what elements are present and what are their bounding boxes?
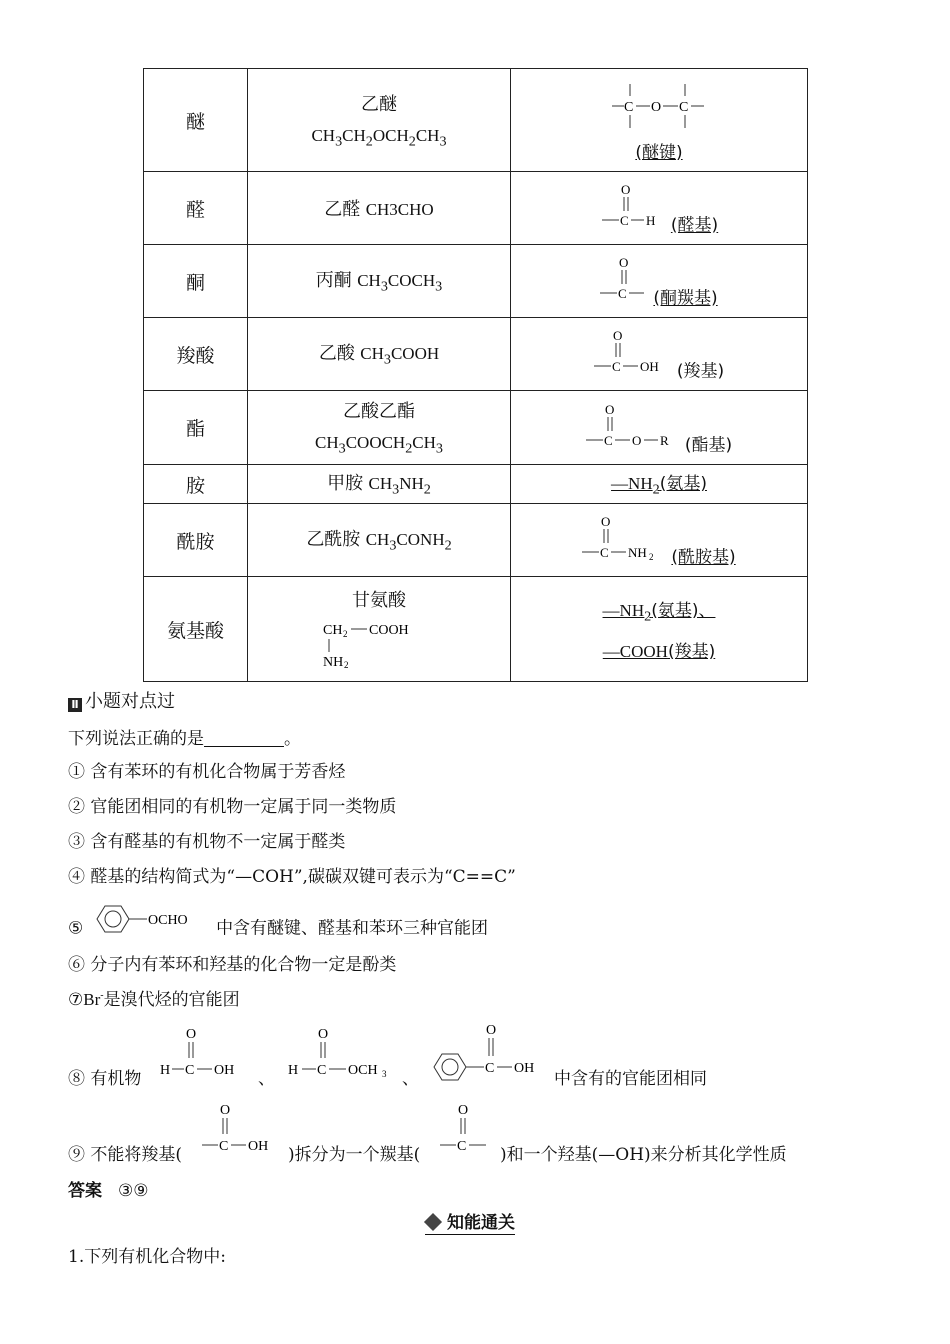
svg-text:C: C — [618, 286, 627, 301]
svg-text:COOH: COOH — [369, 622, 409, 638]
quiz-heading-text: 小题对点过 — [85, 691, 175, 712]
svg-text:C: C — [624, 99, 634, 115]
example-cell — [248, 69, 511, 172]
group-label: (醛基) — [670, 215, 719, 236]
amide-structure — [582, 512, 666, 568]
table-row — [144, 318, 808, 391]
table-row — [144, 69, 808, 172]
item-prefix: ⑧ 有机物 — [68, 1069, 142, 1089]
svg-text:C: C — [185, 1063, 195, 1078]
quiz-item-4: ④ 醛基的结构简式为“—COH”,碳碳双键可表示为“C==C” — [68, 867, 516, 887]
group-label: (酮羰基) — [653, 288, 718, 309]
item-prefix: ⑨ 不能将羧基( — [68, 1145, 183, 1165]
table-row — [144, 577, 808, 682]
compound-name: 乙酸乙酯 — [343, 401, 415, 423]
svg-text:OH: OH — [214, 1063, 235, 1078]
item-prefix: ⑦Br — [68, 990, 101, 1009]
compound-formula: $CH_3CH_2OCH_2CH_3$ — [311, 125, 447, 150]
item-number: ⑤ — [68, 918, 84, 939]
class-cell: 羧酸 — [144, 318, 248, 391]
compound-formula: $CH_3COOCH_2CH_3$ — [315, 433, 443, 457]
answer-label: 答案 — [68, 1181, 102, 1201]
item-text: )拆分为一个羰基( — [288, 1145, 421, 1165]
ester-structure — [586, 400, 680, 456]
svg-text:OCHO: OCHO — [147, 913, 188, 928]
item-text: 中含有的官能团相同 — [554, 1069, 707, 1089]
answer-line — [68, 1176, 148, 1201]
group-label: (酯基) — [684, 435, 733, 455]
svg-text:C: C — [600, 545, 609, 560]
group-cell — [511, 577, 808, 682]
class-cell: 酮 — [144, 245, 248, 318]
example-cell — [248, 318, 511, 391]
group-cell — [511, 69, 808, 172]
svg-text:C: C — [457, 1139, 467, 1154]
question-end: 。 — [284, 729, 301, 749]
quiz-item-5 — [68, 900, 488, 940]
table-row — [144, 504, 808, 577]
class-cell: 氨基酸 — [144, 577, 248, 682]
svg-text:O: O — [318, 1027, 329, 1042]
section-title: 知能通关 — [447, 1213, 515, 1233]
carboxyl-group-structure — [200, 1098, 284, 1162]
group-cell — [511, 504, 808, 577]
svg-text:C: C — [619, 213, 629, 228]
separator: 、 — [258, 1069, 275, 1089]
svg-text:2: 2 — [649, 552, 654, 562]
formic-acid-structure — [156, 1020, 252, 1088]
benzoic-acid-structure — [428, 1020, 556, 1088]
question-text: 下列说法正确的是 — [68, 729, 204, 749]
compound-name: 乙酸 — [318, 343, 355, 365]
svg-text:2: 2 — [343, 628, 348, 639]
quiz-item-2: ② 官能团相同的有机物一定属于同一类物质 — [68, 797, 397, 817]
class-cell: 醛 — [144, 172, 248, 245]
carboxyl-structure — [594, 326, 672, 382]
svg-text:C: C — [603, 432, 613, 448]
svg-text:3: 3 — [382, 1069, 387, 1079]
item-text: )和一个羟基(—OH)来分析其化学性质 — [500, 1145, 787, 1165]
class-cell: 酰胺 — [144, 504, 248, 577]
compound-name: 甲胺 — [327, 473, 364, 495]
item-sup: - — [100, 990, 104, 1002]
svg-text:O: O — [186, 1027, 197, 1042]
svg-text:H: H — [645, 213, 656, 228]
section-heading — [425, 1208, 515, 1235]
compound-name: 乙酰胺 — [306, 529, 361, 551]
example-cell — [248, 172, 511, 245]
group-cell — [511, 465, 808, 504]
svg-text:O: O — [458, 1103, 469, 1118]
carbonyl-group-structure — [438, 1098, 498, 1162]
item-text: 是溴代烃的官能团 — [103, 990, 240, 1010]
example-cell — [248, 577, 511, 682]
svg-text:OH: OH — [639, 359, 659, 374]
next-question: 1.下列有机化合物中: — [68, 1247, 226, 1267]
quiz-item-6: ⑥ 分子内有苯环和羟基的化合物一定是酚类 — [68, 955, 397, 975]
svg-text:O: O — [619, 255, 629, 270]
group-label: (醚键) — [635, 142, 683, 163]
svg-text:O: O — [604, 401, 615, 417]
class-cell: 酯 — [144, 391, 248, 465]
example-cell — [248, 465, 511, 504]
svg-text:C: C — [317, 1063, 327, 1078]
example-cell — [248, 245, 511, 318]
quiz-item-7 — [68, 985, 240, 1010]
compound-formula: $CH_3CONH_2$ — [365, 530, 452, 554]
class-cell: 醚 — [144, 69, 248, 172]
svg-text:C: C — [679, 99, 689, 115]
functional-group-table — [143, 68, 808, 682]
section-mark-icon: Ⅱ — [68, 698, 82, 712]
compound-name: 甘氨酸 — [352, 589, 406, 611]
svg-text:O: O — [220, 1103, 231, 1118]
quiz-item-9 — [68, 1098, 848, 1166]
benzene-ocho-structure — [93, 900, 211, 938]
aldehyde-structure — [600, 180, 666, 236]
quiz-item-3: ③ 含有醛基的有机物不一定属于醛类 — [68, 832, 346, 852]
table-row — [144, 465, 808, 504]
svg-text:O: O — [601, 514, 611, 529]
svg-text:C: C — [611, 359, 621, 374]
quiz-item-1: ① 含有苯环的有机化合物属于芳香烃 — [68, 762, 346, 782]
methyl-formate-structure — [280, 1020, 396, 1088]
svg-text:R: R — [659, 432, 669, 448]
svg-text:OCH: OCH — [348, 1063, 378, 1078]
svg-text:O: O — [620, 182, 631, 197]
compound-formula: CH3CHO — [365, 200, 434, 219]
svg-text:O: O — [612, 328, 623, 343]
answer-value: ③⑨ — [118, 1181, 149, 1201]
svg-text:NH: NH — [628, 545, 648, 560]
example-cell — [248, 504, 511, 577]
svg-text:2: 2 — [344, 659, 349, 668]
compound-name: 乙醛 — [324, 199, 361, 220]
group-label-2: —COOH(羧基) — [602, 642, 716, 663]
class-cell: 胺 — [144, 465, 248, 504]
group-label: (酰胺基) — [671, 547, 736, 568]
table-row — [144, 391, 808, 465]
svg-text:C: C — [485, 1061, 495, 1076]
compound-formula: $CH_3COOH$ — [360, 344, 440, 368]
svg-text:OH: OH — [248, 1139, 269, 1154]
example-cell — [248, 391, 511, 465]
group-cell — [511, 245, 808, 318]
svg-text:CH: CH — [323, 622, 343, 638]
group-label: $—NH_2$(氨基) — [611, 474, 707, 498]
quiz-heading — [68, 687, 175, 713]
svg-text:OH: OH — [514, 1061, 535, 1076]
group-label: $—NH_2$(氨基)、 — [602, 600, 716, 625]
compound-formula: $CH_3COCH_3$ — [357, 271, 443, 295]
svg-text:O: O — [486, 1023, 497, 1038]
item-text: 中含有醚键、醛基和苯环三种官能团 — [216, 918, 489, 939]
group-cell — [511, 318, 808, 391]
group-cell — [511, 391, 808, 465]
diamond-icon — [424, 1213, 442, 1231]
svg-text:C: C — [219, 1139, 229, 1154]
group-label: (羧基) — [676, 361, 725, 382]
glycine-structure — [319, 612, 439, 668]
table-row — [144, 245, 808, 318]
svg-text:H: H — [160, 1063, 171, 1078]
table-row — [144, 172, 808, 245]
separator: 、 — [402, 1069, 419, 1089]
svg-text:O: O — [651, 99, 662, 115]
compound-formula: $CH_3NH_2$ — [368, 474, 431, 498]
svg-text:O: O — [631, 432, 642, 448]
svg-text:NH: NH — [323, 654, 344, 668]
answer-blank — [204, 730, 284, 747]
svg-text:H: H — [288, 1063, 299, 1078]
quiz-question — [68, 724, 301, 749]
compound-name: 乙醚 — [361, 93, 397, 115]
compound-name: 丙酮 — [315, 270, 352, 292]
ether-structure — [604, 78, 714, 134]
group-cell — [511, 172, 808, 245]
ketone-structure — [600, 253, 648, 309]
